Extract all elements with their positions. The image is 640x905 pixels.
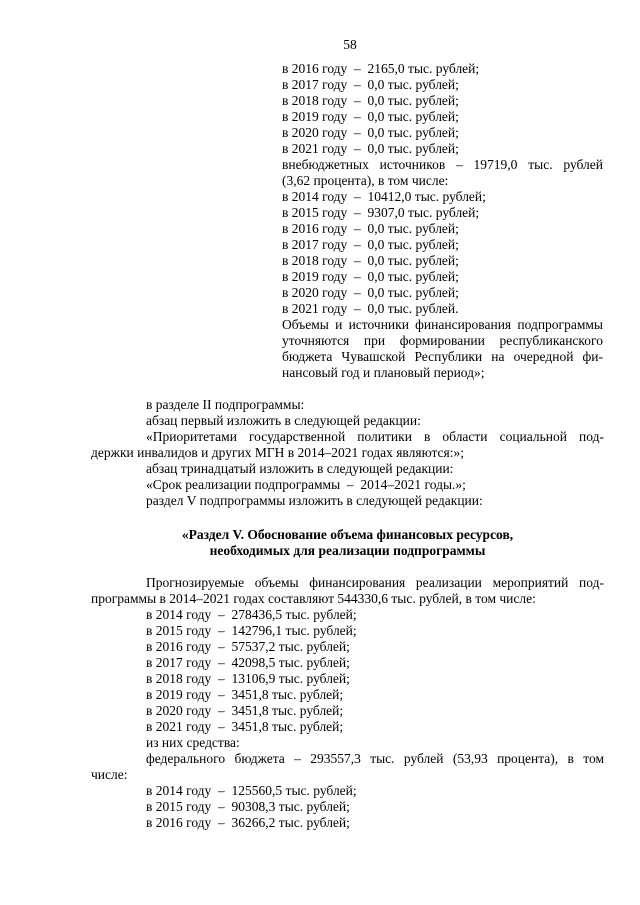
text-line: нансовый год и плановый период»; bbox=[282, 365, 485, 380]
text-line: абзац тринадцатый изложить в следующей редакции: bbox=[146, 461, 454, 476]
text-line: в 2017 году – 0,0 тыс. рублей; bbox=[282, 237, 459, 252]
text-line: в 2015 году – 90308,3 тыс. рублей; bbox=[146, 799, 350, 814]
text-line: федерального бюджета – 293557,3 тыс. рублей (53,93 процента), в том bbox=[146, 751, 604, 766]
text-line: в 2018 году – 13106,9 тыс. рублей; bbox=[146, 671, 350, 686]
text-line: в 2015 году – 142796,1 тыс. рублей; bbox=[146, 623, 357, 638]
text-line: в 2014 году – 10412,0 тыс. рублей; bbox=[282, 189, 486, 204]
text-line: из них средства: bbox=[146, 735, 240, 750]
text-line: уточняются при формировании республиканского bbox=[282, 333, 603, 348]
text-line: в 2016 году – 0,0 тыс. рублей; bbox=[282, 221, 459, 236]
text-line: Объемы и источники финансирования подпрограммы bbox=[282, 317, 603, 332]
text-line: абзац первый изложить в следующей редакции: bbox=[146, 413, 421, 428]
text-line: бюджета Чувашской Республики на очередной фи- bbox=[282, 349, 603, 364]
text-line: в 2020 году – 3451,8 тыс. рублей; bbox=[146, 703, 344, 718]
text-line: в 2018 году – 0,0 тыс. рублей; bbox=[282, 93, 459, 108]
text-line: в 2016 году – 2165,0 тыс. рублей; bbox=[282, 61, 480, 76]
text-line: «Приоритетами государственной политики в области социальной под- bbox=[146, 429, 604, 444]
text-line: в 2020 году – 0,0 тыс. рублей; bbox=[282, 285, 459, 300]
text-line: в 2016 году – 57537,2 тыс. рублей; bbox=[146, 639, 350, 654]
text-line: в 2019 году – 0,0 тыс. рублей; bbox=[282, 109, 459, 124]
text-line: в разделе II подпрограммы: bbox=[146, 397, 305, 412]
text-line: в 2015 году – 9307,0 тыс. рублей; bbox=[282, 205, 480, 220]
section-heading: необходимых для реализации подпрограммы bbox=[209, 543, 486, 558]
text-line: в 2014 году – 278436,5 тыс. рублей; bbox=[146, 607, 357, 622]
text-line: в 2017 году – 42098,5 тыс. рублей; bbox=[146, 655, 350, 670]
text-line: в 2021 году – 3451,8 тыс. рублей; bbox=[146, 719, 344, 734]
text-line: в 2020 году – 0,0 тыс. рублей; bbox=[282, 125, 459, 140]
text-line: раздел V подпрограммы изложить в следующей редакции: bbox=[146, 493, 483, 508]
text-line: в 2021 году – 0,0 тыс. рублей; bbox=[282, 141, 459, 156]
text-line: внебюджетных источников – 19719,0 тыс. рублей bbox=[282, 157, 603, 172]
text-line: числе: bbox=[91, 767, 128, 782]
section-heading: «Раздел V. Обоснование объема финансовых ресурсов, bbox=[181, 527, 514, 542]
text-line: в 2016 году – 36266,2 тыс. рублей; bbox=[146, 815, 350, 830]
text-line: держки инвалидов и других МГН в 2014–2021 годах являются:»; bbox=[91, 445, 464, 460]
text-line: Прогнозируемые объемы финансирования реализации мероприятий под- bbox=[146, 575, 604, 590]
text-line: в 2021 году – 0,0 тыс. рублей. bbox=[282, 301, 459, 316]
text-line: в 2019 году – 0,0 тыс. рублей; bbox=[282, 269, 459, 284]
text-line: в 2019 году – 3451,8 тыс. рублей; bbox=[146, 687, 344, 702]
page-number: 58 bbox=[343, 37, 357, 52]
text-line: в 2017 году – 0,0 тыс. рублей; bbox=[282, 77, 459, 92]
text-line: в 2014 году – 125560,5 тыс. рублей; bbox=[146, 783, 357, 798]
text-line: программы в 2014–2021 годах составляют 544330,6 тыс. рублей, в том числе: bbox=[91, 591, 536, 606]
text-line: в 2018 году – 0,0 тыс. рублей; bbox=[282, 253, 459, 268]
text-line: «Срок реализации подпрограммы – 2014–2021 годы.»; bbox=[146, 477, 466, 492]
text-line: (3,62 процента), в том числе: bbox=[282, 173, 449, 188]
